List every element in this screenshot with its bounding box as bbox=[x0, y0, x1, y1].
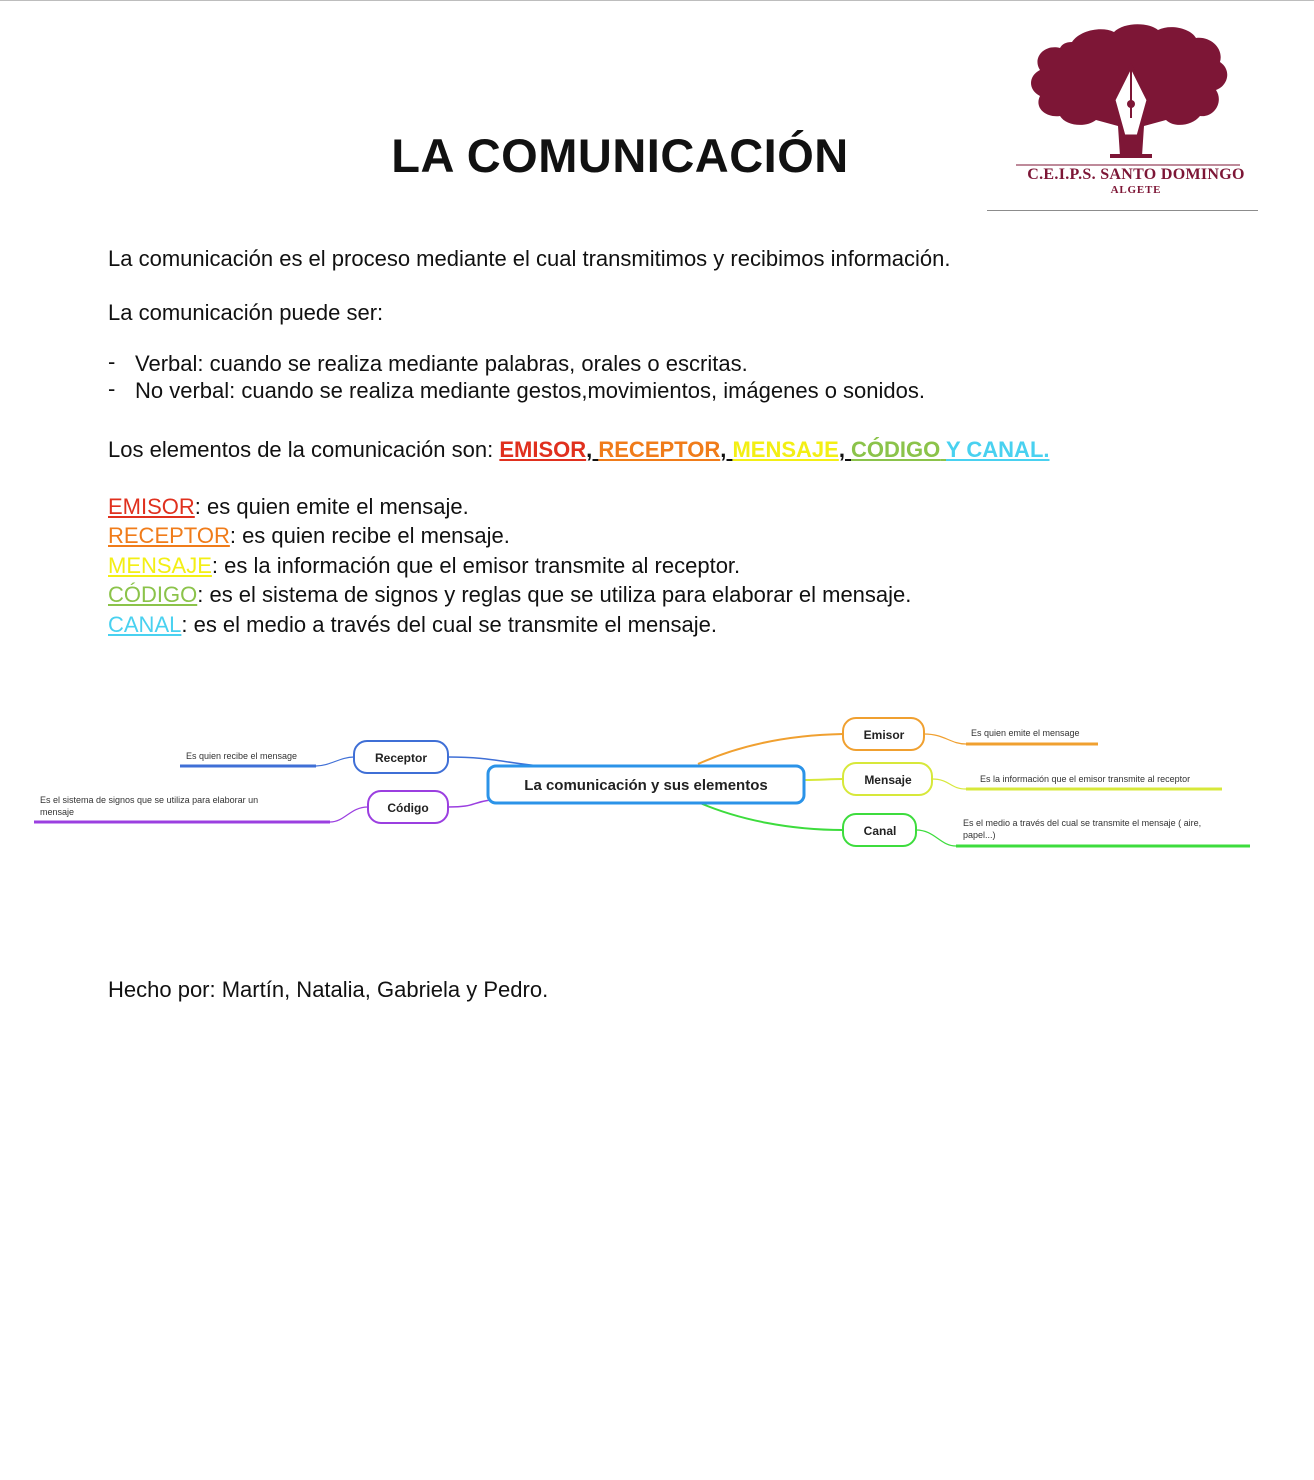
list-item bbox=[108, 377, 925, 404]
definition-receptor bbox=[108, 521, 911, 550]
definition-text: : es el sistema de signos y reglas que se utiliza para elaborar el mensaje. bbox=[197, 582, 912, 608]
definition-term: EMISOR bbox=[108, 494, 195, 519]
school-town: ALGETE bbox=[1110, 184, 1162, 196]
kw-codigo: CÓDIGO bbox=[851, 437, 941, 462]
definition-codigo bbox=[108, 580, 911, 609]
school-name: C.E.I.P.S. SANTO DOMINGO bbox=[1027, 166, 1245, 183]
definition-text: : es quien emite el mensaje. bbox=[194, 494, 469, 519]
definition-term: MENSAJE bbox=[108, 552, 212, 578]
definition-canal bbox=[108, 610, 911, 639]
definition-term: CÓDIGO bbox=[108, 582, 198, 608]
logo-divider bbox=[987, 210, 1258, 211]
list-bullet: - bbox=[108, 349, 116, 374]
top-divider bbox=[0, 0, 1314, 1]
kw-separator: , bbox=[720, 437, 733, 462]
node-canal-label: Canal bbox=[863, 824, 897, 838]
definition-term: CANAL bbox=[108, 611, 182, 637]
mind-map bbox=[0, 700, 1314, 870]
types-list bbox=[108, 350, 925, 404]
kw-emisor: EMISOR bbox=[499, 437, 587, 462]
connector-emisor bbox=[698, 734, 843, 764]
note-codigo-line1: Es el sistema de signos que se utiliza para elaborar un bbox=[40, 795, 259, 805]
definition-text: : es quien recibe el mensaje. bbox=[229, 523, 510, 549]
note-canal-line2: papel...) bbox=[963, 830, 996, 840]
node-receptor-label: Receptor bbox=[374, 751, 428, 765]
kw-separator: , bbox=[838, 437, 852, 462]
elements-sentence bbox=[108, 435, 1050, 464]
list-item bbox=[108, 350, 925, 377]
definition-text: : es el medio a través del cual se transmite el mensaje. bbox=[181, 611, 717, 637]
note-emisor: Es quien emite el mensage bbox=[971, 728, 1080, 738]
node-codigo-label: Código bbox=[387, 801, 429, 815]
center-node-label: La comunicación y sus elementos bbox=[524, 777, 768, 794]
note-receptor: Es quien recibe el mensage bbox=[186, 751, 298, 761]
note-mensaje: Es la información que el emisor transmite al receptor bbox=[980, 774, 1191, 784]
types-intro: La comunicación puede ser: bbox=[108, 300, 384, 325]
kw-canal: Y CANAL. bbox=[946, 437, 1050, 462]
connector-mensaje bbox=[805, 779, 843, 780]
note-canal-line1: Es el medio a través del cual se transmite el mensaje ( aire, bbox=[963, 818, 1202, 828]
kw-receptor: RECEPTOR bbox=[598, 437, 721, 462]
node-mensaje-label: Mensaje bbox=[864, 773, 912, 787]
credit-line: Hecho por: Martín, Natalia, Gabriela y Pedro. bbox=[108, 977, 549, 1002]
definition-mensaje bbox=[108, 551, 911, 580]
connector-codigo bbox=[448, 800, 490, 807]
definition-term: RECEPTOR bbox=[108, 523, 230, 549]
elements-prefix: Los elementos de la comunicación son: bbox=[108, 437, 500, 462]
intro-paragraph: La comunicación es el proceso mediante el cual transmitimos y recibimos información. bbox=[108, 246, 951, 271]
definition-text: : es la información que el emisor transmite al receptor. bbox=[211, 552, 741, 578]
kw-separator: , bbox=[586, 437, 599, 462]
list-item-text: No verbal: cuando se realiza mediante gestos,movimientos, imágenes o sonidos. bbox=[135, 378, 925, 403]
kw-mensaje: MENSAJE bbox=[732, 437, 839, 462]
connector-canal bbox=[700, 803, 843, 830]
list-bullet: - bbox=[108, 376, 116, 401]
list-item-text: Verbal: cuando se realiza mediante palabras, orales o escritas. bbox=[135, 351, 748, 376]
page-title: LA COMUNICACIÓN bbox=[391, 129, 849, 182]
definition-emisor bbox=[108, 492, 911, 521]
definitions-list bbox=[108, 492, 911, 639]
note-codigo-line2: mensaje bbox=[40, 807, 75, 817]
node-emisor-label: Emisor bbox=[863, 728, 905, 742]
